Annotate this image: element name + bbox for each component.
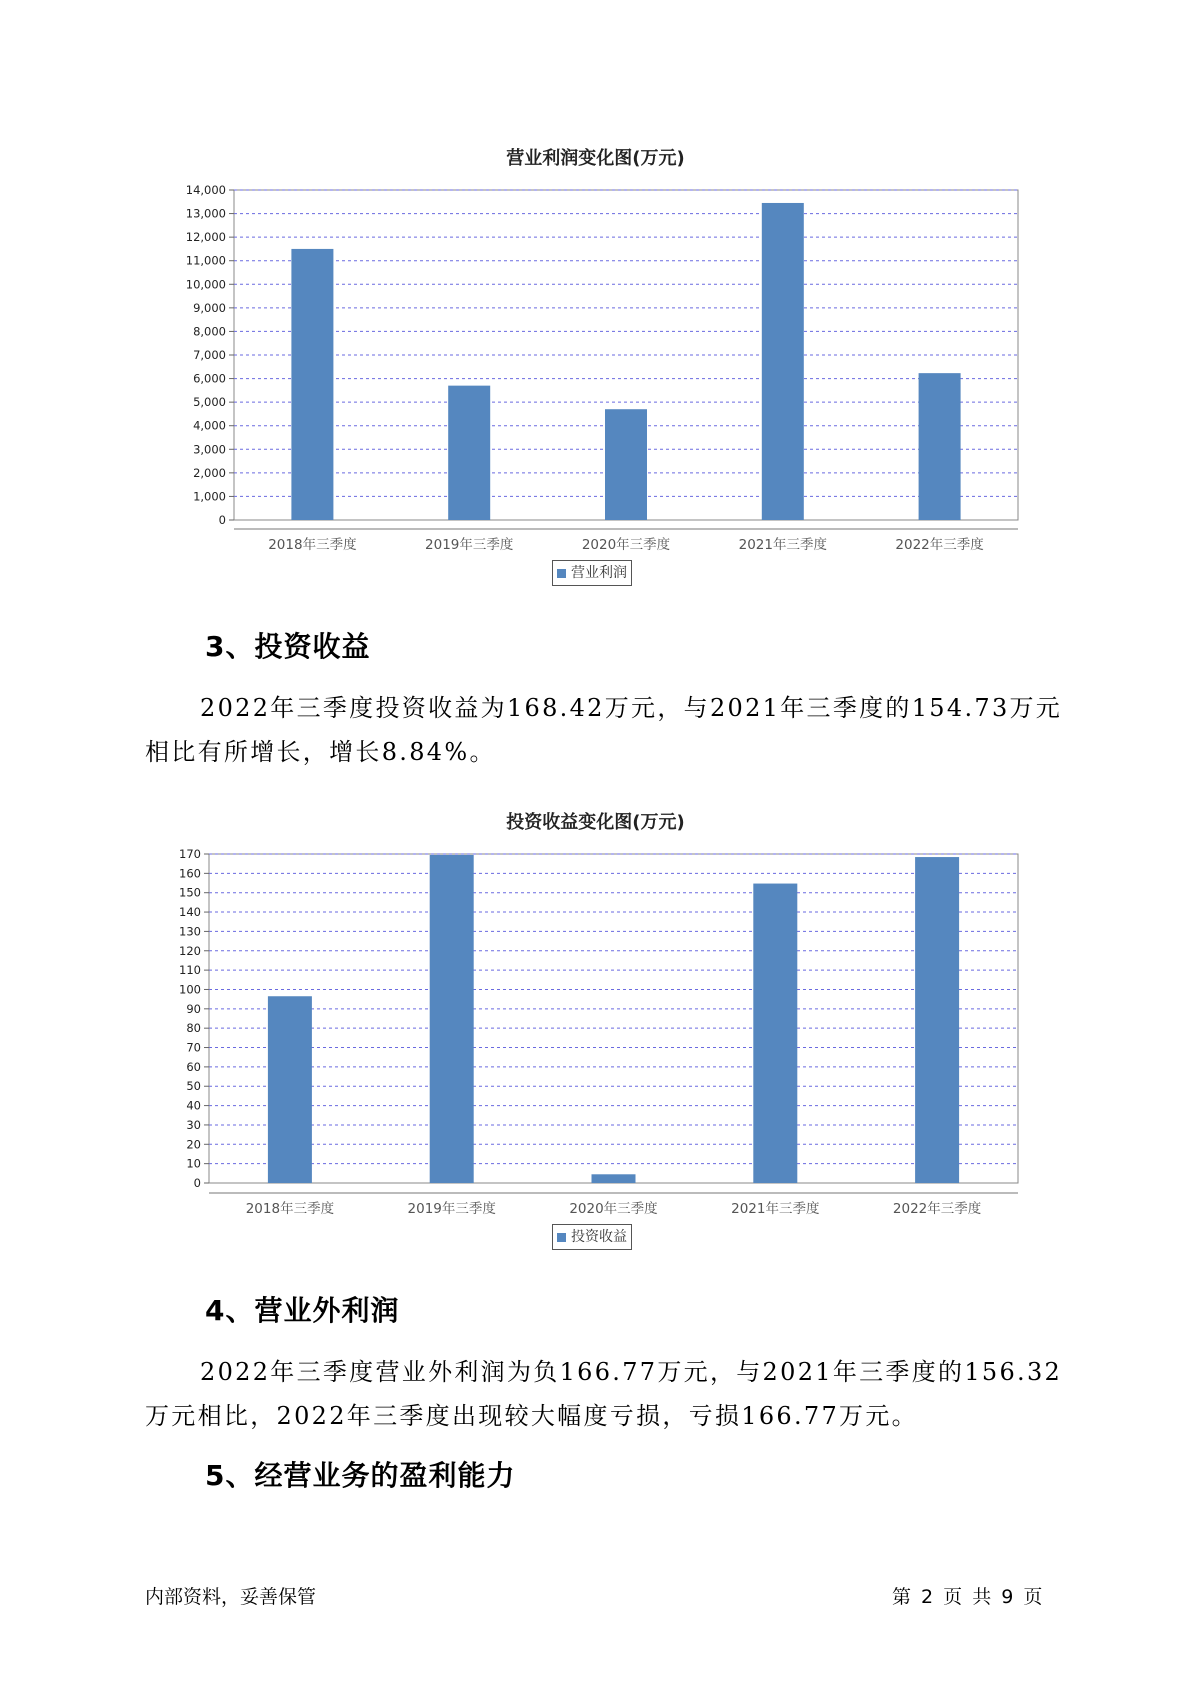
y-tick-label: 110 <box>179 963 201 978</box>
y-tick-label: 4,000 <box>193 418 226 433</box>
y-tick-label: 170 <box>179 847 201 861</box>
x-tick-label: 2020年三季度 <box>569 1201 658 1217</box>
paragraph-line: 相比有所增长，增长8.84%。 <box>145 738 496 766</box>
paragraph-line: 2022年三季度投资收益为168.42万元，与2021年三季度的154.73万元 <box>200 694 1063 722</box>
x-tick-label: 2022年三季度 <box>892 1201 982 1217</box>
y-tick-label: 40 <box>186 1098 201 1113</box>
y-tick-label: 11,000 <box>185 253 226 268</box>
y-tick-label: 50 <box>186 1079 201 1094</box>
chart1-title: 营业利润变化图(万元) <box>506 148 685 169</box>
y-tick-label: 20 <box>186 1137 201 1152</box>
y-tick-label: 5,000 <box>193 395 226 410</box>
bar <box>430 855 474 1183</box>
x-tick-label: 2022年三季度 <box>895 537 984 553</box>
x-tick-label: 2019年三季度 <box>407 1201 496 1217</box>
y-tick-label: 90 <box>186 1001 201 1016</box>
x-tick-label: 2021年三季度 <box>731 1201 820 1217</box>
x-tick-label: 2020年三季度 <box>581 537 671 553</box>
y-tick-label: 0 <box>218 513 226 527</box>
legend-swatch <box>557 1233 566 1242</box>
paragraph-line: 2022年三季度营业外利润为负166.77万元，与2021年三季度的156.32 <box>200 1358 1063 1386</box>
chart1-legend-label: 营业利润 <box>571 565 627 581</box>
chart2-legend-label: 投资收益 <box>571 1229 627 1245</box>
y-tick-label: 130 <box>179 924 201 939</box>
y-tick-label: 12,000 <box>185 230 226 245</box>
y-tick-label: 6,000 <box>193 371 226 386</box>
x-tick-label: 2019年三季度 <box>425 537 514 553</box>
y-tick-label: 2,000 <box>193 465 226 480</box>
y-tick-label: 80 <box>186 1021 201 1036</box>
bar <box>268 996 312 1183</box>
y-tick-label: 100 <box>179 982 201 997</box>
x-tick-label: 2021年三季度 <box>738 537 827 553</box>
chart2-legend <box>552 1224 632 1250</box>
section-heading-non-operating-profit: 4、营业外利润 <box>205 1294 400 1327</box>
footer-confidential-note: 内部资料，妥善保管 <box>145 1586 317 1608</box>
y-tick-label: 9,000 <box>193 300 226 315</box>
bar <box>592 1174 636 1183</box>
section-paragraph-non-operating-profit <box>145 1350 1063 1438</box>
y-tick-label: 160 <box>179 866 201 881</box>
y-tick-label: 120 <box>179 943 201 958</box>
section-heading-investment-income: 3、投资收益 <box>205 630 371 663</box>
y-tick-label: 13,000 <box>185 206 226 221</box>
bar <box>915 857 959 1183</box>
section-heading-operating-profitability: 5、经营业务的盈利能力 <box>205 1459 516 1492</box>
y-tick-label: 3,000 <box>193 442 226 457</box>
y-tick-label: 1,000 <box>193 489 226 504</box>
y-tick-label: 60 <box>186 1059 201 1074</box>
y-tick-label: 7,000 <box>193 348 226 362</box>
y-tick-label: 10,000 <box>185 277 226 292</box>
paragraph-line: 万元相比，2022年三季度出现较大幅度亏损，亏损166.77万元。 <box>145 1402 918 1430</box>
y-tick-label: 8,000 <box>193 324 226 339</box>
plot-area <box>209 854 1018 1183</box>
y-tick-label: 30 <box>186 1117 201 1132</box>
footer-page-number: 第 2 页 共 9 页 <box>892 1586 1043 1608</box>
chart2-title: 投资收益变化图(万元) <box>506 812 685 833</box>
y-tick-label: 150 <box>179 885 201 900</box>
x-tick-label: 2018年三季度 <box>245 1201 335 1217</box>
y-tick-label: 0 <box>193 1176 201 1190</box>
y-tick-label: 70 <box>186 1040 201 1055</box>
y-tick-label: 10 <box>186 1156 201 1171</box>
bar <box>753 884 797 1183</box>
x-tick-label: 2018年三季度 <box>268 537 357 553</box>
y-tick-label: 14,000 <box>185 183 226 197</box>
y-tick-label: 140 <box>179 905 201 920</box>
